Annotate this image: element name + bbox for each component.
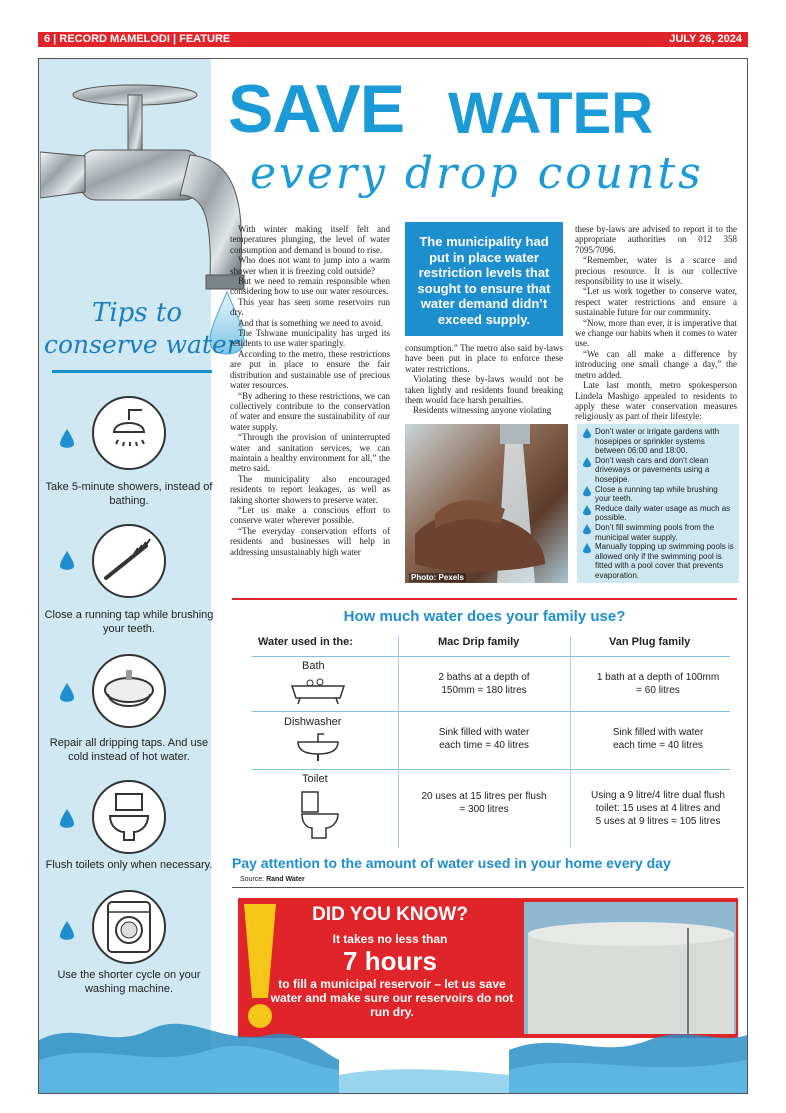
paragraph: consumption.” The metro also said by-laws have been put in place to enforce these water restrictions. xyxy=(405,343,563,374)
paragraph: With winter making itself felt and temperatures plunging, the level of water consumption and demand is bound to rise. xyxy=(230,224,390,255)
cell-line: Sink filled with water xyxy=(438,727,530,738)
list-item xyxy=(583,427,735,456)
water-drop-icon xyxy=(583,486,591,497)
cell-line: each time = 40 litres xyxy=(613,740,703,751)
water-splash-decoration xyxy=(39,990,747,1093)
list-item xyxy=(583,523,735,542)
paragraph: Who does not want to jump into a warm shower when it is freezing cold outside? xyxy=(230,255,390,276)
paragraph: “We can all make a difference by introducing one small change a day,” the metro added. xyxy=(575,348,737,380)
paragraph: The municipality also encouraged residents to report leakages, as well as taking shorter showers to preserve water. xyxy=(230,473,390,505)
table-title: How much water does your family use? xyxy=(343,608,626,625)
list-item-text: Don’t wash cars and don’t clean driveways or pavements using a hosepipe. xyxy=(595,455,710,484)
paragraph: “Remember, water is a scarce and precious resource. It is our collective responsibility to use it wisely. xyxy=(575,255,737,287)
article-column-1 xyxy=(230,224,390,557)
table-header: Van Plug family xyxy=(609,636,691,648)
list-item xyxy=(583,456,735,485)
cell-line: Using a 9 litre/4 litre dual flush xyxy=(591,790,725,801)
list-item-text: Close a running tap while brushing your teeth. xyxy=(595,484,718,504)
paragraph: “Now, more than ever, it is imperative that we change our habits when it comes to water use. xyxy=(575,317,737,349)
table-header: Mac Drip family xyxy=(438,636,520,648)
water-drop-icon xyxy=(58,920,76,944)
cell-line: Sink filled with water xyxy=(612,727,704,738)
paragraph: Violating these by-laws would not be taken lightly and residents found breaking them would face harsh penalties. xyxy=(405,374,563,406)
lifestyle-measures-list xyxy=(577,424,739,583)
table-column-rule xyxy=(398,636,399,848)
washing-machine-icon xyxy=(92,890,166,964)
header-section: 6 | RECORD MAMELODI | FEATURE xyxy=(44,33,231,45)
water-drop-icon xyxy=(583,543,591,554)
tip-text: Repair all dripping taps. And use cold instead of hot water. xyxy=(49,737,209,763)
cell-line: 2 baths at a depth of xyxy=(438,672,530,683)
list-item-text: Don’t water or irrigate gardens with hosepipes or sprinkler systems between 06:00 and 18:00. xyxy=(595,427,720,456)
paragraph: This year has seen some reservoirs run dry. xyxy=(230,296,390,318)
paragraph: “Let us work together to conserve water, respect water restrictions and ensure a sustainable future for our community. xyxy=(575,286,737,318)
did-you-know-text: It takes no less than xyxy=(332,932,448,946)
bathtub-icon xyxy=(290,676,346,706)
tip-text: Take 5-minute showers, instead of bathing. xyxy=(45,481,213,507)
cell-line: toilet: 15 uses at 4 litres and xyxy=(595,803,721,814)
list-item-text: Reduce daily water usage as much as possible. xyxy=(595,503,731,523)
cell-line: = 300 litres xyxy=(459,804,509,815)
toilet-icon xyxy=(92,780,166,854)
water-drop-icon xyxy=(58,682,76,706)
cell-line: 150mm = 180 litres xyxy=(441,685,527,696)
tip-text: Close a running tap while brushing your teeth. xyxy=(44,609,214,635)
section-divider xyxy=(232,598,737,600)
did-you-know-highlight: 7 hours xyxy=(343,946,437,976)
row-label: Toilet xyxy=(302,773,328,785)
toothbrush-icon xyxy=(92,524,166,598)
water-drop-icon xyxy=(58,550,76,574)
row-label: Bath xyxy=(302,660,325,672)
paragraph: The Tshwane municipality has urged its residents to use water sparingly. xyxy=(230,328,390,349)
list-item xyxy=(583,485,735,504)
cell-line: 5 uses at 9 litres = 105 litres xyxy=(595,816,721,827)
table-column-rule xyxy=(570,636,571,848)
cell-line: each time = 40 litres xyxy=(439,740,529,751)
water-drop-icon xyxy=(58,808,76,832)
tip-text: Flush toilets only when necessary. xyxy=(45,859,213,871)
pull-quote: The municipality had put in place water restriction levels that sought to ensure that water demand didn’t exceed supply. xyxy=(405,222,563,336)
headline-subtitle: every drop counts xyxy=(250,148,704,199)
headline-save: SAVE xyxy=(228,71,405,147)
article-column-3 xyxy=(575,224,737,422)
tips-divider xyxy=(52,370,212,373)
sink-icon xyxy=(296,732,340,762)
sink-basin-icon xyxy=(92,654,166,728)
list-item-text: Manually topping up swimming pools is allowed only if the swimming pool is fitted with a pool cover that prevents evaporation. xyxy=(595,542,734,580)
list-item xyxy=(583,542,735,580)
cell-line: = 60 litres xyxy=(636,685,680,696)
table-cell xyxy=(572,789,744,828)
cell-line: 1 bath at a depth of 100mm xyxy=(596,672,720,683)
paragraph: Late last month, metro spokesperson Lindela Mashigo appealed to residents to apply these water conservation measures religiously as part of their lifestyle: xyxy=(575,380,737,422)
paragraph: According to the metro, these restrictions are put in place to ensure the fair distribution and sustainable use of precious water resources. xyxy=(230,348,390,391)
table-rule xyxy=(252,711,730,712)
source-label: Source: xyxy=(240,876,265,883)
list-item-text: Don’t fill swimming pools from the municipal water supply. xyxy=(595,522,715,542)
tips-heading: Tips to xyxy=(92,298,183,328)
water-drop-icon xyxy=(583,457,591,468)
water-drop-icon xyxy=(583,524,591,535)
hands-water-photo xyxy=(405,424,568,583)
table-cell xyxy=(572,726,744,752)
photo-credit: Photo: Pexels xyxy=(411,573,464,582)
table-header: Water used in the: xyxy=(258,636,353,648)
paragraph: “Let us make a conscious effort to conserve water wherever possible. xyxy=(230,504,390,526)
table-rule xyxy=(252,769,730,770)
water-drop-icon xyxy=(58,428,76,452)
row-label: Dishwasher xyxy=(284,716,342,728)
paragraph: But we need to remain responsible when considering how to use our water resources. xyxy=(230,276,390,297)
paragraph: “Through the provision of uninterrupted water and sanitation services, we can maintain a healthy environment for all,” the metro said. xyxy=(230,432,390,474)
table-cell xyxy=(572,671,744,697)
shower-icon xyxy=(92,396,166,470)
table-rule xyxy=(252,656,730,657)
section-divider xyxy=(232,887,744,888)
paragraph: “By adhering to these restrictions, we can collectively contribute to the conservation of water and ensure the sustainability of our water supply. xyxy=(230,390,390,432)
table-footer-note: Pay attention to the amount of water used in your home every day xyxy=(232,855,671,871)
table-cell xyxy=(400,726,568,752)
paragraph: Residents witnessing anyone violating xyxy=(413,405,552,416)
did-you-know-text: to fill a municipal reservoir – let us save water and make sure our reservoirs do not run dry. xyxy=(270,977,514,1019)
article-column-2 xyxy=(405,343,563,416)
table-cell xyxy=(400,790,568,816)
tips-subheading: conserve water xyxy=(44,330,239,359)
cell-line: 20 uses at 15 litres per flush xyxy=(421,791,547,802)
headline-water: WATER xyxy=(448,81,654,146)
header-date: JULY 26, 2024 xyxy=(669,33,742,45)
toilet-icon xyxy=(298,790,340,842)
source-name: Rand Water xyxy=(266,876,305,883)
did-you-know-heading: DID YOU KNOW? xyxy=(312,904,468,925)
paragraph: And that is something we need to avoid. xyxy=(238,317,383,328)
water-drop-icon xyxy=(583,505,591,516)
source-credit xyxy=(240,876,305,883)
paragraph: “The everyday conservation efforts of residents and businesses will help in addressing unsustainably high water xyxy=(230,525,390,557)
page-header-bar xyxy=(38,32,748,47)
tip-text: Use the shorter cycle on your washing machine. xyxy=(57,969,201,995)
table-cell xyxy=(400,671,568,697)
water-drop-icon xyxy=(583,428,591,439)
paragraph: these by-laws are advised to report it to the appropriate authorities on 012 358 7095/7096. xyxy=(575,224,737,255)
list-item xyxy=(583,504,735,523)
